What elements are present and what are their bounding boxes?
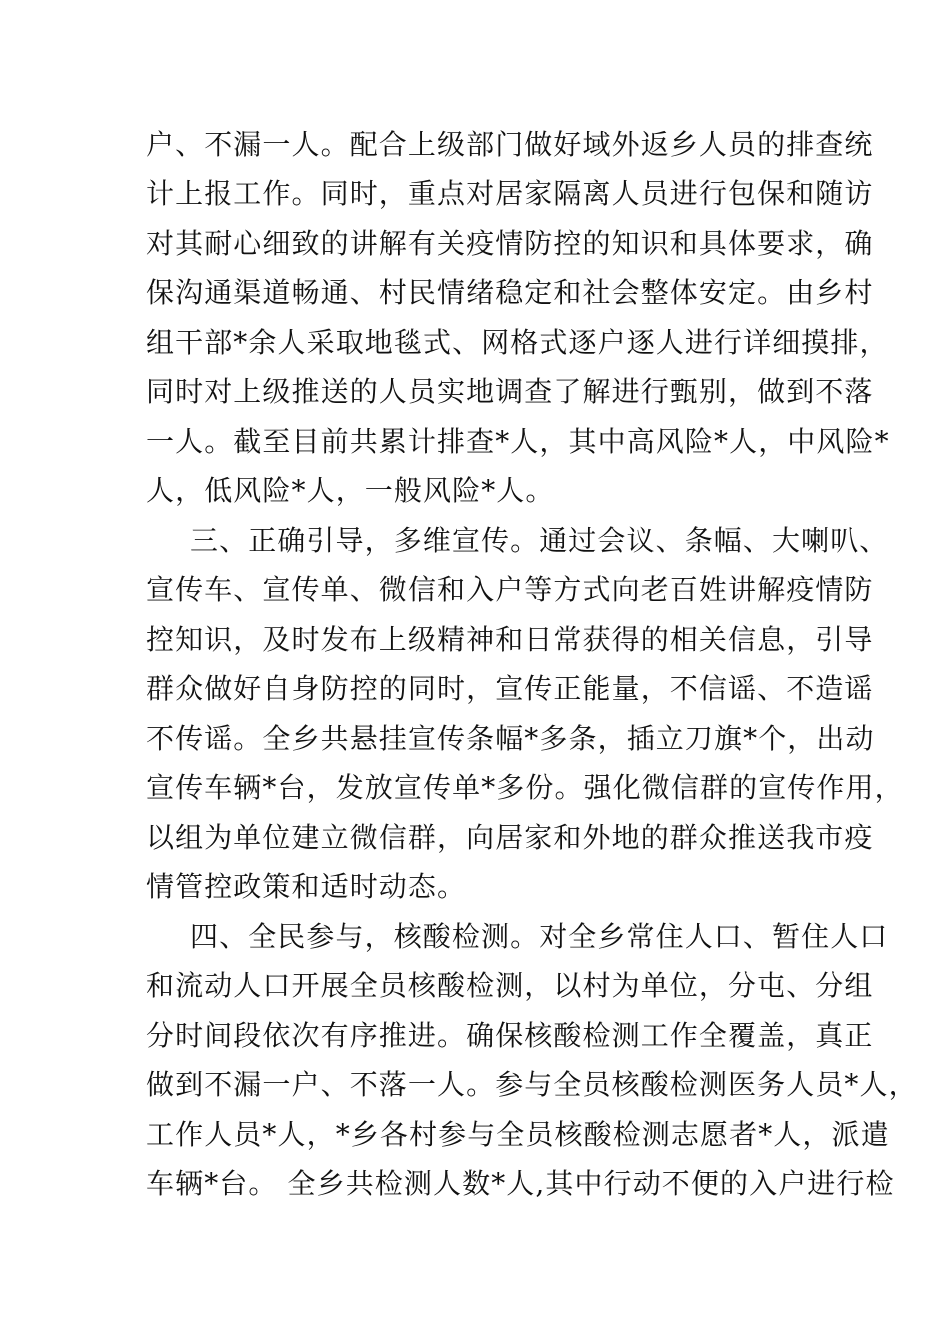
section-heading-line: 四、全民参与，核酸检测。对全乡常住人口、暂住人口 [190, 920, 889, 953]
text-line: 计上报工作。同时，重点对居家隔离人员进行包保和随访 [146, 177, 874, 210]
text-line: 分时间段依次有序推进。确保核酸检测工作全覆盖，真正 [146, 1019, 874, 1052]
text-line: 宣传车辆*台，发放宣传单*多份。强化微信群的宣传作用， [146, 771, 904, 804]
text-line: 做到不漏一户、不落一人。参与全员核酸检测医务人员*人， [146, 1068, 918, 1101]
text-line: 对其耐心细致的讲解有关疫情防控的知识和具体要求，确 [146, 227, 874, 260]
text-line: 保沟通渠道畅通、村民情绪稳定和社会整体安定。由乡村 [146, 276, 874, 309]
text-line: 车辆*台。 全乡共检测人数*人,其中行动不便的入户进行检 [146, 1167, 895, 1200]
text-line: 一人。截至目前共累计排查*人，其中高风险*人，中风险* [146, 425, 890, 458]
text-line: 工作人员*人，*乡各村参与全员核酸检测志愿者*人，派遣 [146, 1118, 890, 1151]
text-line: 群众做好自身防控的同时，宣传正能量，不信谣、不造谣 [146, 672, 874, 705]
section-heading-line: 三、正确引导，多维宣传。通过会议、条幅、大喇叭、 [190, 524, 889, 557]
text-line: 宣传车、宣传单、微信和入户等方式向老百姓讲解疫情防 [146, 573, 874, 606]
text-line: 不传谣。全乡共悬挂宣传条幅*多条，插立刀旗*个，出动 [146, 722, 875, 755]
text-line: 情管控政策和适时动态。 [146, 870, 467, 903]
text-line: 控知识，及时发布上级精神和日常获得的相关信息，引导 [146, 623, 874, 656]
text-line: 和流动人口开展全员核酸检测，以村为单位，分屯、分组 [146, 969, 874, 1002]
text-line: 以组为单位建立微信群，向居家和外地的群众推送我市疫 [146, 821, 874, 854]
text-line: 同时对上级推送的人员实地调查了解进行甄别，做到不落 [146, 375, 874, 408]
text-line: 组干部*余人采取地毯式、网格式逐户逐人进行详细摸排， [146, 326, 889, 359]
text-line: 户、不漏一人。配合上级部门做好域外返乡人员的排查统 [146, 128, 874, 161]
text-line: 人，低风险*人，一般风险*人。 [146, 474, 555, 507]
